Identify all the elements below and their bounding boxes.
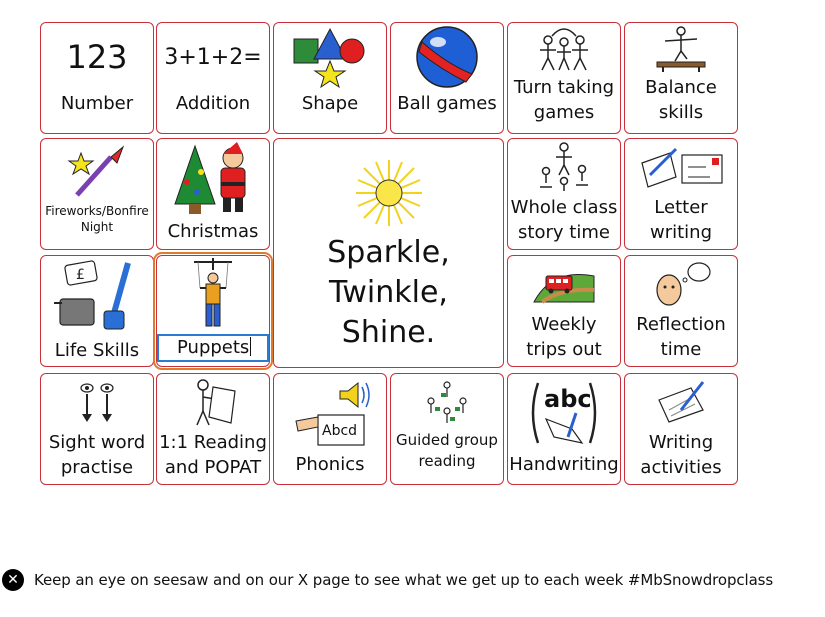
cell-label: Life Skills (54, 340, 140, 361)
eyes-arrows-icon (73, 374, 121, 430)
cell-label-line1: 1:1 Reading (159, 432, 267, 453)
shapes-icon (290, 23, 370, 91)
cell-label-line2: Night (80, 220, 114, 234)
cell-label-line2: trips out (526, 339, 602, 360)
bus-trip-icon (532, 256, 596, 312)
sparkle-sun-icon (354, 153, 424, 233)
cell-label-line2: practise (60, 457, 134, 478)
title-line2: Twinkle, (329, 275, 448, 310)
balance-beam-icon (651, 23, 711, 75)
life-skills-icon (52, 256, 142, 338)
handwriting-icon (524, 374, 604, 452)
cell-label-line2: and POPAT (164, 457, 262, 478)
group-reading-icon (419, 374, 475, 430)
cell-label-line2: story time (518, 222, 610, 243)
cell-label: Puppets (177, 337, 250, 358)
cell-addition[interactable] (156, 22, 270, 134)
cell-puppets[interactable] (156, 255, 270, 367)
cell-label-line1: Turn taking (513, 77, 615, 98)
cell-label-line1: Guided group (396, 431, 498, 449)
cell-label-line1: Reflection (636, 314, 726, 335)
cell-label: Christmas (167, 221, 259, 242)
thinking-face-icon (649, 256, 713, 312)
puppet-icon (188, 256, 238, 334)
cell-weekly-trips[interactable] (507, 255, 621, 367)
cell-reflection[interactable] (624, 255, 738, 367)
number-symbol: 123 (66, 38, 128, 76)
cell-guided-group[interactable] (390, 373, 504, 485)
cell-label-line2: skills (658, 102, 704, 123)
cell-writing-activities[interactable] (624, 373, 738, 485)
cell-sight-word[interactable] (40, 373, 154, 485)
christmas-tree-santa-icon (171, 139, 255, 219)
title-line3: Shine. (341, 315, 436, 350)
ball-icon (414, 23, 480, 91)
turn-taking-icon (532, 23, 596, 75)
cell-label: Number (60, 93, 134, 114)
cell-label-line1: Weekly (531, 314, 597, 335)
cell-title-sparkle[interactable] (273, 138, 504, 368)
cell-label-line1: Fireworks/Bonfire (45, 204, 149, 218)
cell-balance[interactable] (624, 22, 738, 134)
abc-symbol: abc (544, 385, 592, 413)
cell-label-line2: games (533, 102, 595, 123)
cell-label-line2: reading (418, 452, 476, 470)
cell-handwriting[interactable] (507, 373, 621, 485)
phonics-icon (288, 374, 372, 452)
footer-text: Keep an eye on seesaw and on our X page to see what we get up to each week #MbSnowdropclass (34, 571, 774, 589)
writing-hand-icon (651, 374, 711, 430)
story-time-icon (534, 139, 594, 195)
cell-ball-games[interactable] (390, 22, 504, 134)
cell-label: Phonics (295, 454, 365, 475)
cell-phonics[interactable] (273, 373, 387, 485)
cell-letter-writing[interactable] (624, 138, 738, 250)
cell-number[interactable] (40, 22, 154, 134)
cell-label: Shape (301, 93, 359, 114)
cell-label: Addition (175, 93, 251, 114)
cell-label-line2: time (660, 339, 702, 360)
cell-fireworks[interactable] (40, 138, 154, 250)
cell-label-line2: writing (649, 222, 712, 243)
x-logo-icon[interactable]: ✕ (2, 569, 24, 591)
cell-label-line1: Letter (654, 197, 708, 218)
cell-reading[interactable] (156, 373, 270, 485)
cell-shape[interactable] (273, 22, 387, 134)
title-line1: Sparkle, (327, 235, 450, 270)
puppets-label-edit-field[interactable] (157, 334, 269, 362)
abcd-card-text: Abcd (322, 423, 358, 439)
cell-label-line1: Sight word (48, 432, 146, 453)
reading-person-icon (185, 374, 241, 430)
addition-symbol: 3+1+2= (164, 44, 262, 70)
cell-label: Handwriting (509, 454, 619, 475)
cell-label-line1: Balance (645, 77, 717, 98)
cell-christmas[interactable] (156, 138, 270, 250)
cell-turn-taking[interactable] (507, 22, 621, 134)
cell-label-line1: Writing (648, 432, 714, 453)
cell-label-line1: Whole class (510, 197, 618, 218)
footer-note (0, 566, 825, 594)
cell-label: Ball games (397, 93, 497, 114)
cell-life-skills[interactable] (40, 255, 154, 367)
letter-envelope-icon (636, 139, 726, 195)
cell-label-line2: activities (640, 457, 722, 478)
cell-whole-class[interactable] (507, 138, 621, 250)
text-caret (250, 337, 251, 356)
rocket-icon (67, 139, 127, 203)
pound-sign: £ (76, 267, 85, 283)
